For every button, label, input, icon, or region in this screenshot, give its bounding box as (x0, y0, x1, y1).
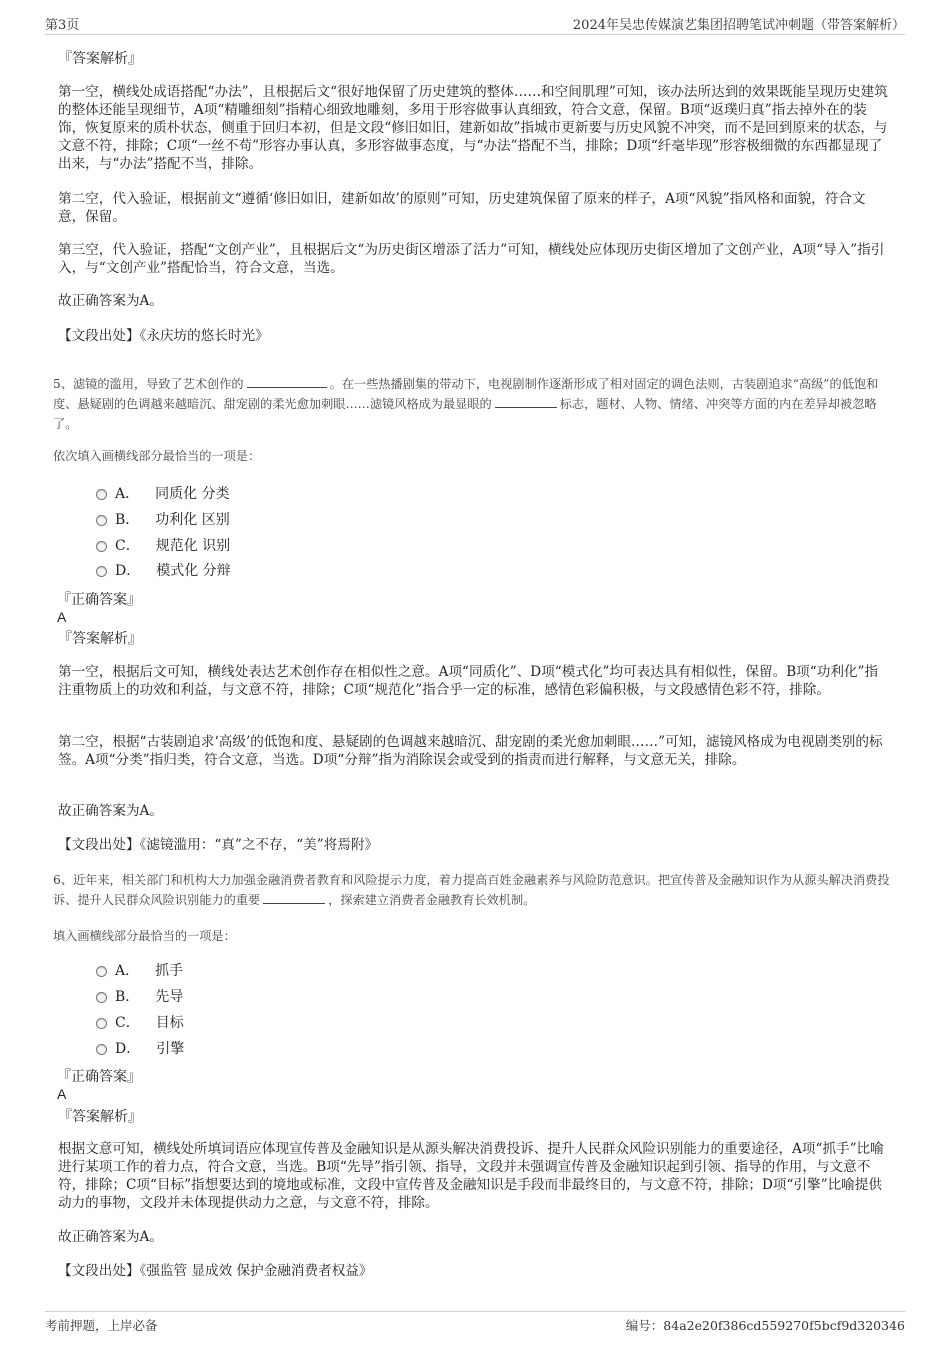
q5-blank-1 (247, 377, 327, 388)
radio-icon[interactable] (96, 966, 107, 977)
radio-icon[interactable] (96, 489, 107, 500)
q5-analysis-label: 『答案解析』 (58, 631, 142, 647)
q5-analysis-paragraph-1: 第一空，根据后文可知，横线处表达艺术创作存在相似性之意。A项“同质化”、D项“模式化”均可表达具有相似性，保留。B项“功利化”指注重物质上的功效和利益，与文意不符，排除；C项“规范化”指合乎一定的标准，感情色彩偏积极，与文段感情色彩不符，排除。 (58, 664, 879, 698)
q4-analysis-paragraph-1: 第一空，横线处成语搭配“办法”，且根据后文“很好地保留了历史建筑的整体……和空间肌理”可知，该办法所达到的效果既能呈现历史建筑的整体还能呈现细节，A项“精雕细刻”指精心细致地雕刻，多用于形容做事认真细致，符合文意，保留。B项“返璞归真”指去掉外在的装饰，恢复原来的质朴状态，侧重于回归本初，但是文段“修旧如旧，建新如故”指城市更新要与历史风貌不冲突，而不是回到原来的状态，与文意不符，排除；C项“一丝不苟”形容办事认真，多形容做事态度，与“办法”搭配不当，排除；D项“纤毫毕现”形容极细微的东西都显现了出来，与“办法”搭配不当，排除。 (58, 84, 888, 172)
page-number: 第3页 (45, 18, 80, 33)
radio-icon[interactable] (96, 541, 107, 552)
radio-icon[interactable] (96, 515, 107, 526)
q5-option-a[interactable]: A． 同质化 分类 (96, 483, 230, 503)
q4-analysis-paragraph-2: 第二空，代入验证，根据前文“遵循‘修旧如旧，建新如故’的原则”可知，历史建筑保留了原来的样子，A项“风貌”指风格和面貌，符合文意，保留。 (58, 191, 866, 225)
q5-blank-2 (495, 397, 557, 408)
q4-analysis-paragraph-3: 第三空，代入验证，搭配“文创产业”，且根据后文“为历史街区增添了活力”可知，横线处应体现历史街区增加了文创产业，A项“导入”指引入，与“文创产业”搭配恰当，符合文意，当选。 (58, 242, 885, 276)
q6-correct-answer: A (57, 1086, 67, 1102)
q4-analysis-label: 『答案解析』 (58, 51, 142, 67)
document-id: 编号：84a2e20f386cd559270f5bcf9d320346 (625, 1318, 905, 1333)
radio-icon[interactable] (96, 992, 107, 1003)
q6-text-part-1: 6、近年来，相关部门和机构大力加强金融消费者教育和风险提示力度，着力提高百姓金融素养与风险防范意识。把宣传普及金融知识作为从源头解决消费投诉、提升人民群众风险识别能力的重要 (53, 873, 890, 907)
q6-text-part-2: ，探索建立消费者金融教育长效机制。 (328, 893, 536, 907)
q6-option-c[interactable]: C． 目标 (96, 1012, 184, 1032)
q5-instruction: 依次填入画横线部分最恰当的一项是： (53, 449, 261, 463)
page-header (45, 14, 905, 35)
q5-conclusion: 故正确答案为A。 (58, 803, 163, 819)
footer-slogan: 考前押题，上岸必备 (45, 1318, 158, 1333)
q5-text-part-2: 。在一些热播剧集的带动下，电视剧制作逐渐形成了相对固定的调色法则，古装剧追求“高级”的低饱和度、悬疑剧的色调越来越暗沉、甜宠剧的柔光愈加刺眼……滤镜风格成为最显眼的 (53, 377, 879, 411)
q5-option-c[interactable]: C． 规范化 识别 (96, 535, 230, 555)
q6-instruction: 填入画横线部分最恰当的一项是： (53, 929, 236, 943)
q6-conclusion: 故正确答案为A。 (58, 1229, 163, 1245)
q5-option-b[interactable]: B． 功利化 区别 (96, 509, 230, 529)
q5-correct-label: 『正确答案』 (57, 592, 141, 608)
q5-text-part-3: 标志，题材、人物、情绪、冲突等方面的内在差异却被忽略了。 (53, 397, 877, 431)
radio-icon[interactable] (96, 566, 107, 577)
q5-option-d[interactable]: D． 模式化 分辩 (96, 560, 231, 580)
q6-source: 【文段出处】《强监管 显成效 保护金融消费者权益》 (58, 1263, 373, 1279)
q5-source: 【文段出处】《滤镜滥用：“真”之不存，“美”将焉附》 (58, 837, 379, 853)
q6-blank-1 (263, 893, 325, 904)
radio-icon[interactable] (96, 1018, 107, 1029)
q4-conclusion: 故正确答案为A。 (58, 293, 163, 309)
q6-correct-label: 『正确答案』 (57, 1069, 141, 1085)
page-footer (45, 1311, 905, 1334)
q5-correct-answer: A (57, 609, 67, 625)
q5-analysis-paragraph-2: 第二空，根据“古装剧追求‘高级’的低饱和度、悬疑剧的色调越来越暗沉、甜宠剧的柔光愈加刺眼……”可知，滤镜风格成为电视剧类别的标签。A项“分类”指归类，符合文意，当选。D项“分辩”指为消除误会或受到的指责而进行解释，与文意无关，排除。 (58, 734, 883, 768)
q6-option-b[interactable]: B． 先导 (96, 986, 183, 1006)
document-title: 2024年吴忠传媒演艺集团招聘笔试冲刺题（带答案解析） (572, 18, 905, 33)
q5-question-text (53, 374, 898, 434)
q6-question-text (53, 870, 898, 910)
q5-text-part-1: 5、滤镜的滥用，导致了艺术创作的 (53, 377, 244, 391)
radio-icon[interactable] (96, 1044, 107, 1055)
q4-source: 【文段出处】《永庆坊的悠长时光》 (58, 328, 269, 344)
q6-analysis-label: 『答案解析』 (58, 1109, 142, 1125)
q6-option-a[interactable]: A． 抓手 (96, 960, 183, 980)
q6-option-d[interactable]: D． 引擎 (96, 1038, 184, 1058)
q6-analysis-paragraph-1: 根据文意可知，横线处所填词语应体现宣传普及金融知识是从源头解决消费投诉、提升人民群众风险识别能力的重要途径，A项“抓手”比喻进行某项工作的着力点，符合文意，当选。B项“先导”指引领、指导，文段并未强调宣传普及金融知识起到引领、指导的作用，与文意不符，排除；C项“目标”指想要达到的境地或标准，文段中宣传普及金融知识是手段而非最终目的，与文意不符，排除；D项“引擎”比喻提供动力的事物，文段并未体现提供动力之意，与文意不符，排除。 (58, 1141, 884, 1211)
